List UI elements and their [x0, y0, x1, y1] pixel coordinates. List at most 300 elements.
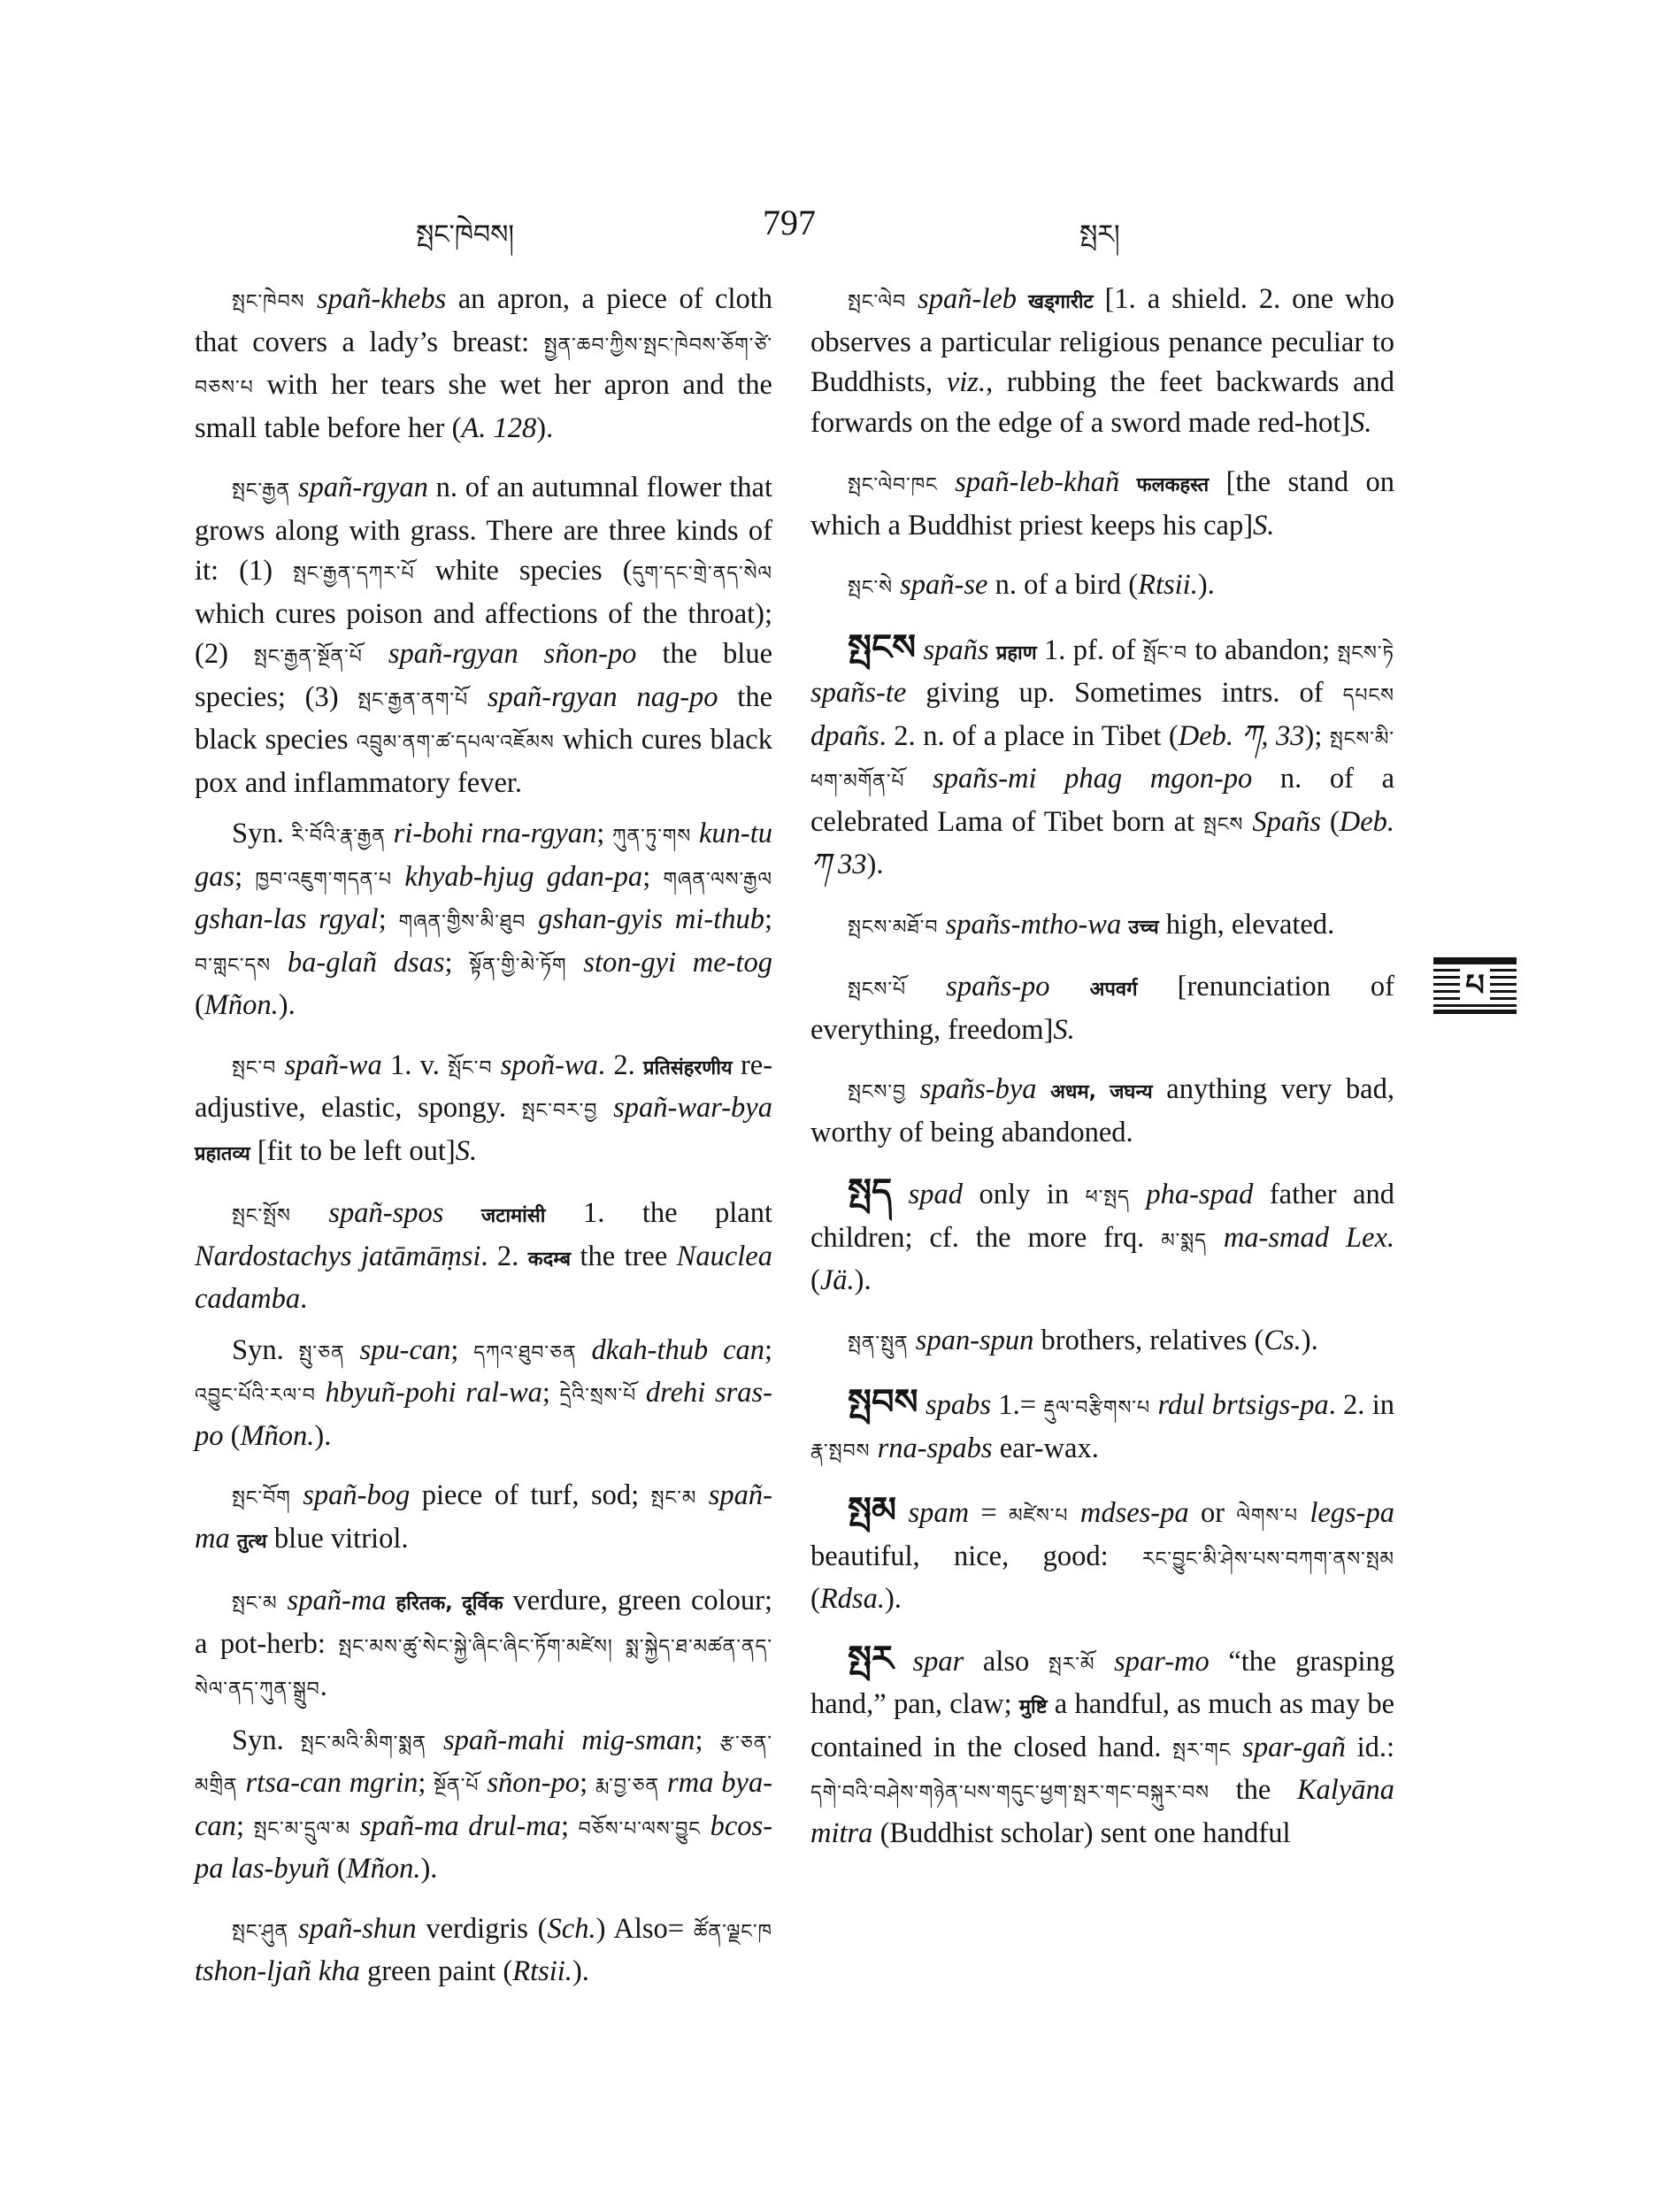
entry-text: (Buddhist scholar) sent one handful [872, 1816, 1291, 1849]
tibetan-text: ལེགས་པ [1236, 1505, 1298, 1527]
transliteration: spañ-ma drul-ma [359, 1809, 561, 1842]
entry-text [1329, 1222, 1346, 1254]
entry-text [363, 638, 388, 670]
transliteration: spañ-leb [918, 283, 1018, 315]
entry-text [918, 1389, 926, 1421]
tibetan-text: སྤངས་བྱ [848, 1081, 907, 1103]
entry-text: . 2. in [1328, 1389, 1395, 1421]
tibetan-text: སྤང་སེ [848, 577, 894, 599]
entry-text [1207, 1222, 1224, 1254]
transliteration: hbyuñ-pohi ral-wa [325, 1377, 542, 1409]
transliteration: spañ-leb-khañ [955, 466, 1120, 498]
entry-text: high, elevated. [1158, 908, 1335, 941]
tibetan-text: དགེ་བའི་བཤེས་གཉེན་པས་གདུང་ཕྱག་སྤར་གང་བསྐུར་བས [810, 1782, 1210, 1804]
transliteration: spoñ-wa [500, 1048, 598, 1081]
tibetan-text: སྤུ་ཅན [298, 1341, 345, 1364]
entry-text: a handful, as much as may be contained in the closed hand. [810, 1688, 1394, 1763]
entry-text: ( [329, 1853, 347, 1885]
entry-text: anything very bad, worthy of being abandoned. [810, 1073, 1394, 1148]
dictionary-entry [810, 1491, 1394, 1620]
tibetan-text: སྤང་ལེབ [848, 291, 907, 313]
tibetan-text: རྣ་སྤབས [810, 1440, 871, 1463]
entry-text [893, 569, 900, 601]
entry-text: ). [1197, 569, 1215, 601]
entry-text: ; [695, 1724, 720, 1756]
entry-text [271, 947, 288, 979]
tibetan-text: རྡུལ་བརྩིགས་པ [1043, 1397, 1151, 1419]
sanskrit-text: प्रहाण [995, 641, 1037, 664]
italic-text: Rtsii. [512, 1955, 572, 1987]
entry-text [909, 1325, 916, 1356]
header-right-headword: སྤར། [1079, 219, 1120, 250]
entry-text [701, 1810, 710, 1842]
tibetan-text: གཞན་ལས་རྒྱལ [663, 868, 772, 891]
transliteration: spañ-war-bya [613, 1092, 772, 1124]
sanskrit-text: जटामांसी [480, 1205, 546, 1227]
entry-text [1017, 283, 1028, 315]
tibetan-text: རྩ་ཅན་མགྲིན [195, 1732, 773, 1797]
dictionary-entry [810, 1172, 1394, 1302]
tibetan-text: མཛེས་པ [1009, 1505, 1069, 1527]
transliteration: kun-tu gas [195, 818, 772, 893]
entry-text [896, 1497, 908, 1529]
italic-text: Sch. [547, 1912, 596, 1945]
entry-text [291, 1479, 303, 1511]
dictionary-entry [810, 967, 1394, 1050]
transliteration: spam [908, 1497, 970, 1529]
transliteration: rtsa-can mgrin [245, 1767, 419, 1799]
left-column [195, 280, 772, 2012]
italic-text: A. 128 [461, 411, 537, 444]
entry-text: verdigris ( [416, 1912, 548, 1945]
tibetan-text: སྤོང་བ [448, 1056, 493, 1079]
entry-text [938, 909, 945, 941]
entry-text: ). [866, 849, 884, 880]
entry-text: the [1210, 1774, 1297, 1806]
entry-text [479, 1767, 487, 1799]
tibetan-text: འབྲུམ་ནག་ཚ་དཔལ་འཇོམས [356, 732, 555, 754]
entry-text: verdure, green colour; a pot-herb: [195, 1585, 772, 1660]
tibetan-text: སྤར་གང [1172, 1739, 1232, 1762]
tibetan-text: སྤར་མོ [1048, 1653, 1095, 1676]
tibetan-text: ཚོན་ལྗང་ཁ [693, 1920, 772, 1943]
transliteration: spañ-mahi mig-sman [443, 1724, 695, 1756]
entry-text [238, 1767, 246, 1799]
entry-text [443, 1197, 481, 1229]
entry-text: ; [418, 1767, 434, 1799]
dictionary-entry [195, 280, 772, 449]
transliteration: tshon-ljañ kha [195, 1955, 360, 1987]
tibetan-text: སྤང་བ [232, 1056, 277, 1079]
transliteration: spañs-po [946, 971, 1050, 1002]
dictionary-entry [195, 1331, 772, 1457]
margin-section-tab [1433, 957, 1517, 1014]
entry-text [870, 1432, 877, 1464]
dictionary-entry [810, 1070, 1394, 1153]
tibetan-text: བ་གླང་དས [195, 954, 272, 977]
entry-text: “the grasping hand,” pan, claw; [810, 1645, 1394, 1720]
entry-text: with her tears she wet her apron and the small table before her ( [195, 369, 772, 444]
entry-text: , rubbing the feet backwards and forwards on the edge of a sword made red-hot] [810, 366, 1394, 439]
entry-text: ; [764, 903, 773, 935]
entry-text [345, 1334, 360, 1366]
transliteration: spañ-se [900, 569, 988, 601]
italic-text: Nauclea cadamba [195, 1240, 772, 1315]
entry-text: n. of a bird ( [987, 569, 1139, 601]
entry-text [567, 947, 584, 979]
entry-text: ; [541, 1377, 560, 1409]
dictionary-entry [810, 280, 1394, 443]
entry-text: ). [278, 989, 296, 1021]
dictionary-entry [195, 468, 772, 803]
transliteration: span-spun [915, 1324, 1034, 1356]
entry-text: ); [1304, 719, 1330, 752]
entry-text [316, 1377, 326, 1409]
entry-text: . [319, 1671, 327, 1702]
entry-text [288, 1913, 298, 1945]
entry-text: ; [235, 1809, 254, 1842]
transliteration: spañs-mtho-wa [945, 908, 1122, 941]
entry-text [1243, 806, 1252, 838]
entry-text: ). [536, 411, 554, 444]
page-header [0, 202, 1659, 255]
transliteration: rna-spabs [877, 1432, 993, 1464]
tibetan-text: བཅོས་པ་ལས་བྱུང [578, 1817, 702, 1840]
entry-text: ). [420, 1853, 438, 1885]
italic-text: Cs. [1263, 1324, 1302, 1356]
entry-text [230, 1523, 237, 1555]
tibetan-text: སྤང་ཤུན [232, 1920, 289, 1943]
entry-text [906, 283, 918, 315]
italic-text: S. [1053, 1013, 1075, 1046]
sanskrit-text: मुष्टि [1018, 1696, 1048, 1718]
entry-text: . [300, 1283, 308, 1315]
sanskrit-text: प्रतिसंहरणीय [642, 1056, 733, 1079]
transliteration: Spañs [1252, 805, 1321, 838]
tibetan-text: སྤངས་མི་ཕག་མགོན་པོ [810, 727, 1394, 793]
entry-text: father and children; cf. the more frq. [810, 1179, 1395, 1254]
entry-text [1298, 1497, 1310, 1529]
entry-text [989, 634, 996, 666]
entry-text [1231, 1732, 1242, 1763]
tibetan-text: སྤངས [1202, 813, 1244, 836]
italic-text: Rdsa. [819, 1583, 885, 1615]
transliteration: spañ-bog [303, 1479, 411, 1511]
header-left-headword: སྤང་ཁེབས། [416, 219, 514, 250]
sanskrit-text: अधम, जघन्य [1050, 1081, 1153, 1103]
headword: སྤམ [848, 1490, 897, 1531]
entry-text [387, 1585, 396, 1617]
transliteration: khyab-hjug gdan-pa [404, 860, 643, 893]
entry-text: Syn. [232, 818, 292, 849]
transliteration: spabs [925, 1389, 992, 1421]
transliteration: gshan-las rgyal [195, 903, 379, 935]
tibetan-text: སྤང་ཁེབས [232, 291, 305, 313]
entry-text: ; [450, 1333, 474, 1366]
entry-text: which cures poison and affections of the throat); (2) [195, 597, 772, 670]
italic-text: S. [1253, 509, 1275, 541]
transliteration: pha-spad [1146, 1179, 1254, 1210]
entry-text: ). [884, 1583, 902, 1615]
headword: སྤབས [848, 1382, 918, 1423]
transliteration: sñon-po [487, 1767, 580, 1799]
entry-text: piece of turf, sod; [410, 1479, 651, 1511]
transliteration: spañ-rgyan [298, 472, 428, 503]
entry-text [426, 1724, 443, 1756]
entry-text: or [1188, 1497, 1237, 1529]
entry-text [290, 472, 298, 503]
tibetan-text: སྤང་མས་ཚུ་སེང་སྐྱེ་ཞིང་ཞིང་ཏོག་མཛེས། སྨ་སྐྱེད་ཐ་མཚན་ནད་སེལ་ནད་ཀུན་སྒྲུབ [195, 1635, 772, 1701]
entry-text [1130, 1179, 1146, 1210]
entry-text: ; [560, 1809, 579, 1842]
tibetan-text: སྤང་མ [650, 1487, 697, 1509]
italic-text: Mñon. [204, 989, 279, 1021]
transliteration: dkah-thub can [591, 1333, 765, 1366]
entry-text [468, 681, 488, 713]
entry-text: ). [1301, 1324, 1318, 1356]
entry-text: 1.= [991, 1389, 1044, 1421]
italic-text: Mñon. [240, 1419, 315, 1452]
dictionary-entry [195, 1046, 772, 1175]
transliteration: spañ-ma [287, 1585, 387, 1617]
tibetan-text: སྟོན་གྱི་མེ་ཏོག [469, 954, 567, 977]
transliteration: ston-gyi me-tog [583, 946, 773, 979]
entry-text: . 2. [480, 1240, 528, 1272]
entry-text: n. of a celebrated Lama of Tibet born at [810, 763, 1394, 838]
entry-text [1119, 466, 1136, 498]
entry-text: which cures black pox and inflammatory fever. [195, 724, 772, 799]
tibetan-text: གཞན་གྱིས་མི་ཐུབ [398, 911, 526, 933]
transliteration: spañ-wa [284, 1048, 382, 1081]
transliteration: spañs [923, 634, 989, 666]
entry-text: white species ( [414, 555, 633, 587]
sanskrit-text: प्रहातव्य [195, 1142, 250, 1165]
transliteration: spañ-khebs [317, 283, 447, 315]
sanskrit-text: कदम्ब [527, 1248, 572, 1271]
italic-text: S. [1350, 406, 1372, 439]
dictionary-entry [810, 1383, 1394, 1471]
entry-text [906, 1073, 920, 1105]
transliteration: ma-smad [1223, 1221, 1329, 1254]
tibetan-text: སྤང་རྒྱན་དཀར་པོ [293, 563, 415, 585]
entry-text: ear-wax. [992, 1432, 1099, 1464]
transliteration: spañ-rgyan nag-po [487, 680, 718, 713]
italic-text: Kalyāna mitra [810, 1774, 1394, 1849]
italic-text: Jä. [819, 1264, 855, 1296]
entry-text: [fit to be left out] [250, 1134, 456, 1167]
italic-text: Rtsii. [1138, 569, 1198, 601]
entry-text: Syn. [232, 1724, 301, 1756]
entry-text: the tree [571, 1240, 677, 1272]
sanskrit-text: खड्गारीट [1027, 291, 1094, 313]
right-column [810, 280, 1394, 1873]
transliteration: spu-can [359, 1333, 451, 1366]
entry-text: ; [378, 903, 399, 935]
entry-text: ; [764, 1333, 773, 1366]
tibetan-text: རི་བོའི་རྣ་རྒྱན [291, 826, 386, 848]
dictionary-entry [810, 905, 1394, 949]
entry-text [938, 466, 955, 498]
entry-text: . 2. n. of a place in Tibet ( [879, 719, 1179, 752]
tibetan-text: ཁྱབ་འཇུག་གདན་པ [255, 868, 392, 891]
tibetan-text: སྤང་མའི་མིག་སྨན [300, 1732, 426, 1755]
entry-text [696, 1479, 709, 1511]
entry-text: ). [854, 1264, 872, 1296]
margin-tab-letter: པ [1460, 968, 1490, 1003]
entry-text [305, 283, 318, 315]
entry-text [392, 861, 404, 893]
entry-text: 1. the plant [545, 1197, 772, 1229]
transliteration: rma bya-can [195, 1767, 773, 1842]
tibetan-text: ཕ་སྤད [1085, 1187, 1130, 1209]
entry-text: id.: [1345, 1731, 1395, 1763]
entry-text [276, 1049, 284, 1081]
entry-text: . 2. [597, 1048, 643, 1081]
transliteration: spad [908, 1179, 964, 1210]
entry-text: = [969, 1497, 1010, 1529]
transliteration: drehi sras-po [195, 1377, 772, 1452]
tibetan-text: སྤངས་མཐོ་བ [848, 916, 939, 939]
entry-text [906, 971, 946, 1002]
entry-text: the blue species; (3) [195, 638, 772, 713]
transliteration: rdul brtsigs-pa [1157, 1389, 1329, 1421]
dictionary-entry [195, 1909, 772, 1993]
tibetan-text: སྤང་རྒྱན [232, 480, 291, 502]
tibetan-text: སྤངས་ཏེ [1337, 641, 1394, 664]
transliteration: spañ-spos [328, 1197, 444, 1229]
entry-text: ( [810, 1583, 820, 1615]
dictionary-entry [195, 1194, 772, 1320]
entry-text: blue vitriol. [266, 1522, 409, 1555]
transliteration: dpañs [810, 719, 879, 752]
entry-text: ( [195, 989, 204, 1021]
entry-text: ; [580, 1767, 595, 1799]
entry-text [291, 1197, 329, 1229]
italic-text: viz. [946, 366, 987, 398]
entry-text: 1. v. [381, 1048, 449, 1081]
entry-text [1037, 1073, 1051, 1105]
entry-text: n. of an autumnal flower that grows along with grass. There are three kinds of it: (1) [195, 472, 773, 587]
tibetan-text: སྤང་མ [232, 1593, 278, 1615]
sanskrit-text: हरितक, दूर्विक [396, 1593, 503, 1615]
entry-text: [renunciation of everything, freedom] [810, 971, 1395, 1046]
entry-text: 1. pf. of [1036, 634, 1143, 666]
dictionary-entry [195, 1581, 772, 1710]
entry-text: ; [234, 860, 256, 893]
entry-text: ; [642, 860, 664, 893]
entry-text: an apron, a piece of cloth that covers a lady’s breast: [195, 283, 773, 358]
entry-text [492, 1049, 500, 1081]
tibetan-text: སྤང་བོག [232, 1487, 291, 1509]
entry-text: ) Also= [595, 1912, 694, 1945]
tibetan-text: སྤང་མ་དྲུལ་མ [253, 1817, 351, 1840]
tibetan-text: སྔོན་པོ [434, 1775, 480, 1797]
entry-text: also [964, 1645, 1048, 1678]
entry-text [659, 1767, 667, 1799]
transliteration: spañ-rgyan sñon-po [388, 638, 637, 670]
tibetan-text: སྤྱན་ཆབ་ཀྱིས་སྤང་ཁེབས་ཅོག་ཙེ་བཅས་པ [195, 334, 772, 399]
tibetan-text: རྨ་བྱ་ཅན [595, 1775, 660, 1797]
entry-text: ( [223, 1419, 241, 1452]
transliteration: mdses-pa [1079, 1497, 1189, 1529]
tibetan-text: མ་སྨད [1161, 1229, 1207, 1252]
dictionary-entry [810, 1640, 1394, 1855]
entry-text [1094, 1646, 1114, 1678]
dictionary-entry [195, 1721, 772, 1890]
transliteration: spañs-mi phag mgon-po [933, 763, 1253, 795]
tibetan-text: སྤངས་པོ [848, 979, 907, 1001]
entry-text: ). [572, 1955, 589, 1987]
entry-text: ( [1320, 805, 1340, 838]
entry-text [278, 1585, 288, 1617]
entry-text: [the stand on which a Buddhist priest keeps his cap] [810, 466, 1395, 541]
entry-text [905, 763, 933, 795]
transliteration: spañ-ma [195, 1479, 773, 1555]
entry-text: [1. a shield. 2. one who observes a particular religious penance peculiar to Buddhists, [810, 283, 1394, 398]
entry-text: green paint ( [359, 1955, 513, 1987]
transliteration: ri-bohi rna-rgyan [393, 818, 597, 849]
headword: སྤར [848, 1638, 894, 1679]
headword: སྤད [848, 1171, 893, 1212]
entry-text [894, 1646, 913, 1678]
dictionary-entry [810, 565, 1394, 609]
dictionary-entry [195, 814, 772, 1026]
headword: སྤངས [848, 626, 917, 668]
dictionary-entry [810, 1321, 1394, 1364]
transliteration: spañs-bya [919, 1073, 1037, 1105]
transliteration: spar-mo [1114, 1645, 1210, 1678]
sanskrit-text: फलकहस्त [1136, 474, 1210, 496]
italic-text: Mñon. [346, 1853, 421, 1885]
entry-text: beautiful, nice, good: [810, 1540, 1142, 1572]
italic-text: Lex. [1345, 1221, 1395, 1254]
entry-text: ; [444, 946, 470, 979]
transliteration: spar [912, 1645, 964, 1678]
entry-text [636, 1377, 646, 1409]
dictionary-entry [195, 1476, 772, 1562]
transliteration: ba-glañ dsas [287, 946, 445, 979]
italic-text: Deb. ཀ, 33 [1178, 719, 1305, 752]
entry-text [386, 818, 394, 849]
transliteration: gshan-gyis mi-thub [538, 903, 764, 935]
entry-text: to abandon; [1187, 634, 1338, 666]
tibetan-text: སྤང་རྒྱན་ནག་པོ [357, 688, 469, 711]
tibetan-text: དཀའ་ཐུབ་ཅན [473, 1341, 577, 1364]
entry-text [1050, 971, 1090, 1002]
entry-text [350, 1810, 360, 1842]
transliteration: legs-pa [1310, 1497, 1395, 1529]
tibetan-text: སྤང་རྒྱན་སྔོན་པོ [253, 646, 363, 668]
tibetan-text: དྲེའི་སྲས་པོ [559, 1385, 637, 1407]
dictionary-entry [810, 463, 1394, 546]
tibetan-text: དུག་དང་གྲེ་ནད་སེལ [632, 563, 772, 585]
sanskrit-text: अपवर्ग [1089, 979, 1138, 1001]
entry-text [577, 1334, 592, 1366]
entry-text: only in [963, 1179, 1086, 1210]
page-number: 797 [763, 203, 816, 242]
dictionary-entry [810, 628, 1394, 886]
tibetan-text: སྤན་སྤུན [848, 1332, 909, 1355]
tibetan-text: ཀུན་ཏུ་གས [612, 826, 692, 848]
tibetan-text: སྤང་བར་བྱ [521, 1100, 598, 1122]
italic-text: Nardostachys jatāmāṃsi [195, 1240, 481, 1272]
tibetan-text: རང་བྱུང་མི་ཤེས་པས་བཀག་ནས་སྤམ [1141, 1548, 1394, 1571]
tibetan-text: སྤང་ལེབ་ཁང [848, 474, 938, 496]
transliteration: bcos-pa las-byuñ [195, 1809, 773, 1885]
entry-text: re-adjustive, elastic, spongy. [195, 1048, 773, 1124]
entry-text: ; [596, 818, 612, 849]
entry-text: Syn. [232, 1333, 299, 1366]
